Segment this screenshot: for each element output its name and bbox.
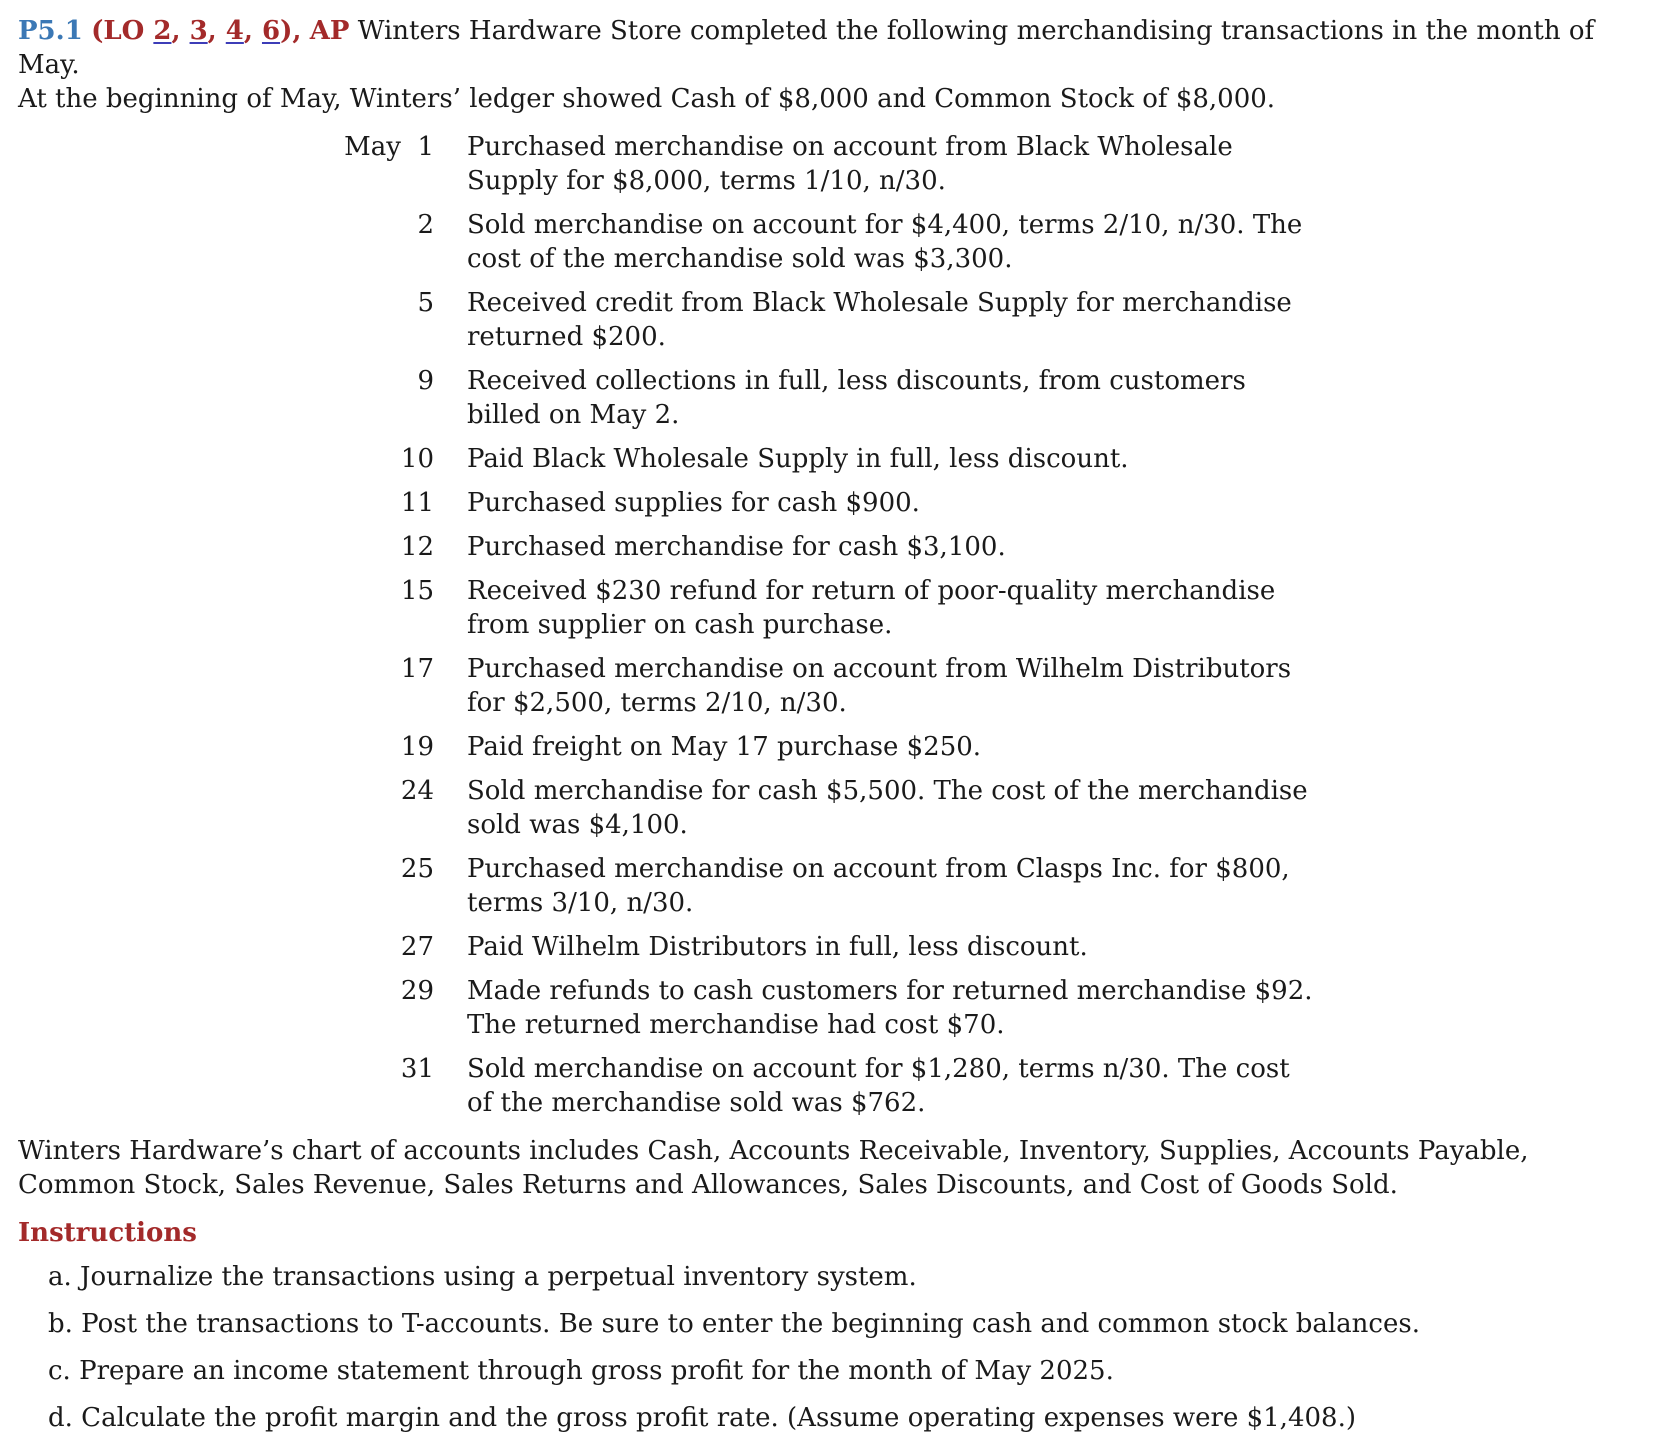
lo-link-3[interactable]: 3 [189, 16, 208, 46]
instructions-list [48, 1260, 1648, 1435]
transaction-description: Purchased supplies for cash $900. [467, 488, 920, 518]
lo-link-4[interactable]: 4 [225, 16, 244, 46]
instruction-a: a. Journalize the transactions using a perpetual inventory system. [48, 1262, 917, 1292]
intro-line-1: Winters Hardware Store completed the following merchandising transactions in the month of May. [18, 16, 1595, 80]
transaction-description: Sold merchandise on account for $1,280, terms n/30. The cost of the merchandise sold was $762. [467, 1054, 1290, 1118]
transaction-date: 27 [400, 932, 434, 962]
transaction-description: Sold merchandise on account for $4,400, terms 2/10, n/30. The cost of the merchandise sold was $3,300. [467, 210, 1303, 274]
transaction-row [328, 852, 1328, 920]
transaction-date: 12 [400, 532, 434, 562]
transaction-date: 24 [400, 776, 434, 806]
transaction-date: 31 [400, 1054, 434, 1084]
transaction-row [328, 208, 1328, 276]
problem-page [18, 14, 1648, 1448]
lo-link-6[interactable]: 6 [261, 16, 281, 46]
transaction-description: Purchased merchandise for cash $3,100. [467, 532, 1006, 562]
transaction-date: May 1 [344, 132, 434, 162]
transaction-date: 15 [400, 576, 434, 606]
transaction-date: 19 [400, 732, 434, 762]
transaction-date: 5 [417, 288, 434, 318]
transaction-row [328, 286, 1328, 354]
transaction-date: 10 [400, 444, 434, 474]
ap-tag: AP [309, 16, 350, 46]
transaction-row [328, 530, 1328, 564]
transaction-row [328, 130, 1328, 198]
transaction-description: Received collections in full, less discounts, from customers billed on May 2. [467, 366, 1246, 430]
transaction-row [328, 1052, 1328, 1120]
lo-link-2[interactable]: 2 [153, 16, 172, 46]
transaction-row [328, 730, 1328, 764]
learning-objectives: (LO 2, 3, 4, 6), [91, 16, 302, 46]
transaction-date: 9 [417, 366, 434, 396]
instruction-b: b. Post the transactions to T-accounts. Be sure to enter the beginning cash and common stock balances. [48, 1309, 1420, 1339]
transaction-date: 25 [400, 854, 434, 884]
transaction-row [328, 774, 1328, 842]
transaction-list [328, 130, 1328, 1120]
instruction-d: d. Calculate the profit margin and the gross profit rate. (Assume operating expenses were $1,408.) [48, 1403, 1356, 1433]
transaction-description: Paid freight on May 17 purchase $250. [467, 732, 982, 762]
instruction-c: c. Prepare an income statement through gross profit for the month of May 2025. [48, 1356, 1114, 1386]
transaction-description: Purchased merchandise on account from Black Wholesale Supply for $8,000, terms 1/10, n/30. [467, 132, 1233, 196]
transaction-description: Made refunds to cash customers for returned merchandise $92. The returned merchandise had cost $70. [467, 976, 1313, 1040]
transaction-row [328, 486, 1328, 520]
problem-number: P5.1 [18, 16, 83, 46]
transaction-description: Paid Black Wholesale Supply in full, less discount. [467, 444, 1129, 474]
instructions-heading: Instructions [18, 1218, 197, 1248]
transaction-description: Paid Wilhelm Distributors in full, less discount. [467, 932, 1088, 962]
transaction-description: Received $230 refund for return of poor-quality merchandise from supplier on cash purchase. [467, 576, 1276, 640]
transaction-row [328, 574, 1328, 642]
transaction-description: Received credit from Black Wholesale Supply for merchandise returned $200. [467, 288, 1292, 352]
transaction-description: Sold merchandise for cash $5,500. The cost of the merchandise sold was $4,100. [467, 776, 1308, 840]
transaction-description: Purchased merchandise on account from Clasps Inc. for $800, terms 3/10, n/30. [467, 854, 1290, 918]
transaction-date: 29 [400, 976, 434, 1006]
transaction-date: 11 [400, 488, 434, 518]
intro-line-2: At the beginning of May, Winters’ ledger showed Cash of $8,000 and Common Stock of $8,000. [18, 84, 1276, 114]
chart-of-accounts: Winters Hardware’s chart of accounts includes Cash, Accounts Receivable, Inventory, Supplies, Accounts Payable, Common Stock, Sales Revenue, Sales Returns and Allowances, Sales Discounts, and Cost of Goods Sold. [18, 1136, 1529, 1200]
transaction-description: Purchased merchandise on account from Wilhelm Distributors for $2,500, terms 2/10, n/30. [467, 654, 1292, 718]
transaction-row [328, 652, 1328, 720]
transaction-row [328, 442, 1328, 476]
transaction-row [328, 364, 1328, 432]
transaction-row [328, 930, 1328, 964]
transaction-row [328, 974, 1328, 1042]
transaction-date: 17 [400, 654, 434, 684]
problem-intro [18, 14, 1648, 116]
transaction-date: 2 [417, 210, 434, 240]
